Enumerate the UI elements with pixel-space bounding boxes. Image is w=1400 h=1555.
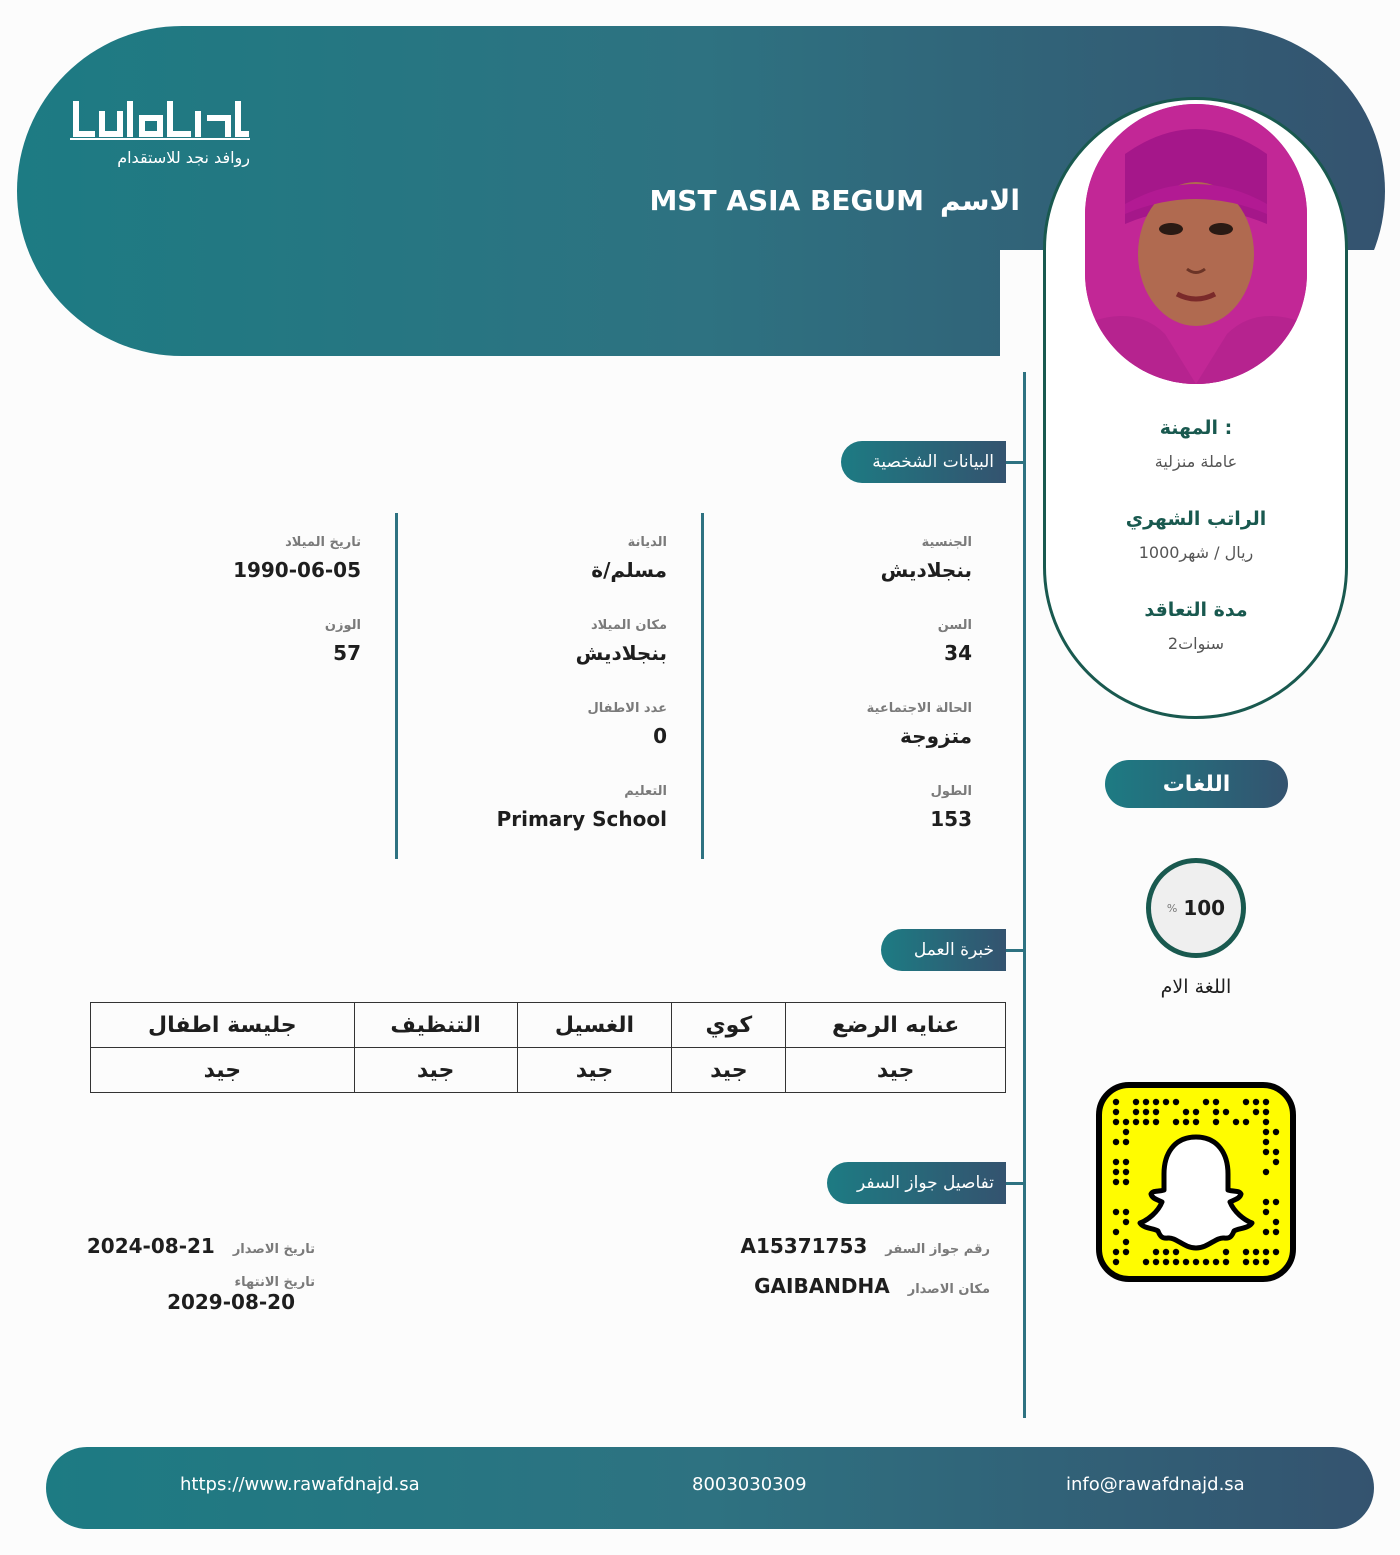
snapcode-dot — [1123, 1239, 1129, 1245]
field-value: بنجلاديش — [575, 641, 667, 665]
footer-website-link[interactable]: https://www.rawafdnajd.sa — [180, 1474, 420, 1495]
snapcode-dot — [1263, 1119, 1269, 1125]
snapcode-dot — [1193, 1109, 1199, 1115]
contract-value: 2سنوات — [1167, 634, 1225, 653]
snapcode-dot — [1173, 1259, 1179, 1265]
footer-phone[interactable]: 8003030309 — [692, 1474, 807, 1495]
snapcode-dot — [1113, 1229, 1119, 1235]
column-divider — [395, 513, 398, 859]
snapcode-dot — [1133, 1099, 1139, 1105]
snapcode-dot — [1273, 1129, 1279, 1135]
field-value: متزوجة — [900, 724, 972, 748]
snapcode-dot — [1123, 1159, 1129, 1165]
skill-level: جيد — [354, 1048, 517, 1093]
snapcode-dot — [1253, 1109, 1259, 1115]
snapcode-dot — [1263, 1129, 1269, 1135]
skill-header: جليسة اطفال — [91, 1003, 355, 1048]
snapcode-dot — [1263, 1259, 1269, 1265]
field-value: 2024-08-21 — [86, 1234, 215, 1258]
snapcode-dot — [1213, 1259, 1219, 1265]
name-row — [600, 178, 1020, 222]
field-value: بنجلاديش — [880, 558, 972, 582]
snapcode-dot — [1263, 1139, 1269, 1145]
field-value: 153 — [930, 807, 972, 831]
field-label: تاريخ الاصدار — [232, 1242, 315, 1257]
section-connector — [1006, 949, 1024, 952]
company-logo — [70, 96, 250, 176]
passport-expiry-date — [167, 1275, 315, 1314]
snapcode-dot — [1123, 1129, 1129, 1135]
footer-email-link[interactable]: info@rawafdnajd.sa — [1066, 1474, 1245, 1495]
snapcode-dot — [1193, 1119, 1199, 1125]
snapcode-dot — [1113, 1139, 1119, 1145]
profession-value: عاملة منزلية — [1154, 452, 1238, 471]
snapcode-dot — [1203, 1259, 1209, 1265]
snapcode-dot — [1173, 1249, 1179, 1255]
field-height — [930, 784, 972, 831]
section-connector — [1006, 1182, 1024, 1185]
snapcode-dot — [1123, 1179, 1129, 1185]
field-label: الطول — [930, 784, 972, 799]
field-label: مكان الميلاد — [590, 618, 667, 633]
snapcode-dot — [1153, 1109, 1159, 1115]
snapcode-dot — [1263, 1229, 1269, 1235]
snapcode-dot — [1223, 1109, 1229, 1115]
field-label: عدد الاطفال — [587, 701, 667, 716]
snapcode-dot — [1223, 1259, 1229, 1265]
passport-number — [740, 1234, 990, 1258]
snapcode-dot — [1263, 1169, 1269, 1175]
snapcode-dot — [1273, 1219, 1279, 1225]
snapcode-dot — [1253, 1259, 1259, 1265]
language-percent: 100 — [1183, 896, 1226, 920]
snapcode-dot — [1133, 1109, 1139, 1115]
snapcode-dot — [1123, 1169, 1129, 1175]
field-weight — [325, 618, 361, 665]
skill-level: جيد — [517, 1048, 672, 1093]
field-label: الجنسية — [921, 535, 972, 550]
portrait-icon — [1085, 104, 1307, 384]
logo-mark-icon — [70, 96, 250, 144]
snapcode-dot — [1123, 1249, 1129, 1255]
field-label: الديانة — [627, 535, 667, 550]
snapcode-dot — [1113, 1259, 1119, 1265]
field-label: تاريخ الانتهاء — [234, 1275, 315, 1290]
language-proficiency-circle — [1146, 858, 1246, 958]
snapcode-dot — [1173, 1099, 1179, 1105]
snapcode-dot — [1173, 1119, 1179, 1125]
name-label: الاسم — [940, 183, 1020, 217]
field-label: تاريخ الميلاد — [285, 535, 361, 550]
worker-photo — [1085, 104, 1307, 384]
snapcode-dot — [1213, 1109, 1219, 1115]
section-passport-details: تفاصيل جواز السفر — [827, 1162, 1006, 1204]
skills-header-row — [91, 1003, 1006, 1048]
field-birthplace — [576, 618, 667, 665]
snapcode-dot — [1113, 1179, 1119, 1185]
field-label: رقم جواز السفر — [885, 1242, 990, 1257]
snapcode-dot — [1273, 1199, 1279, 1205]
field-value: 1990-06-05 — [233, 558, 361, 582]
skill-header: التنظيف — [354, 1003, 517, 1048]
skills-level-row — [91, 1048, 1006, 1093]
snapchat-code[interactable] — [1096, 1082, 1296, 1282]
section-work-experience: خبرة العمل — [881, 929, 1006, 971]
snapcode-dot — [1243, 1249, 1249, 1255]
field-value: 34 — [944, 641, 972, 665]
timeline-line — [1023, 372, 1026, 1418]
snapcode-dot — [1243, 1259, 1249, 1265]
snapcode-dot — [1123, 1209, 1129, 1215]
snapcode-dot — [1113, 1209, 1119, 1215]
field-children — [588, 701, 668, 748]
skill-header: الغسيل — [517, 1003, 672, 1048]
snapcode-dot — [1263, 1149, 1269, 1155]
skill-level: جيد — [786, 1048, 1006, 1093]
skill-header: عنايه الرضع — [786, 1003, 1006, 1048]
snapcode-dot — [1143, 1119, 1149, 1125]
snapcode-dot — [1263, 1099, 1269, 1105]
logo-subtitle: روافد نجد للاستقدام — [117, 148, 250, 167]
snapcode-dot — [1263, 1109, 1269, 1115]
section-connector — [1006, 461, 1024, 464]
snapcode-dot — [1253, 1099, 1259, 1105]
field-nationality — [881, 535, 972, 582]
snapcode-dot — [1113, 1109, 1119, 1115]
snapcode-dot — [1183, 1109, 1189, 1115]
field-value: GAIBANDHA — [754, 1274, 890, 1298]
snapcode-dot — [1163, 1249, 1169, 1255]
passport-issue-place — [754, 1274, 990, 1298]
section-personal-data: البيانات الشخصية — [841, 441, 1006, 483]
field-religion — [591, 535, 667, 582]
snapcode-dot — [1253, 1249, 1259, 1255]
snapcode-dot — [1143, 1099, 1149, 1105]
contract-label: مدة التعاقد — [1144, 599, 1248, 621]
snapcode-dot — [1263, 1249, 1269, 1255]
snapcode-dot — [1133, 1119, 1139, 1125]
percent-unit: % — [1166, 901, 1178, 915]
snapcode-dot — [1263, 1209, 1269, 1215]
field-label: التعليم — [624, 784, 667, 799]
snapcode-dot — [1113, 1169, 1119, 1175]
field-birthdate — [233, 535, 361, 582]
snapcode-dot — [1153, 1249, 1159, 1255]
snapcode-dot — [1213, 1099, 1219, 1105]
column-divider — [701, 513, 704, 859]
snapcode-dot — [1163, 1259, 1169, 1265]
field-label: السن — [937, 618, 972, 633]
skill-level: جيد — [91, 1048, 355, 1093]
field-age — [938, 618, 972, 665]
field-value: 57 — [333, 641, 361, 665]
field-value: Primary School — [496, 807, 667, 831]
snapcode-dot — [1123, 1219, 1129, 1225]
snapcode-dot — [1113, 1159, 1119, 1165]
snapcode-dot — [1143, 1109, 1149, 1115]
field-label: الحالة الاجتماعية — [866, 701, 972, 716]
snapcode-dot — [1223, 1249, 1229, 1255]
snapcode-dot — [1143, 1259, 1149, 1265]
snapcode-dot — [1243, 1119, 1249, 1125]
skill-level: جيد — [672, 1048, 786, 1093]
snapcode-dot — [1113, 1249, 1119, 1255]
languages-title: اللغات — [1105, 760, 1288, 808]
field-value: 2029-08-20 — [167, 1290, 295, 1314]
field-label: الوزن — [324, 618, 361, 633]
snapcode-dot — [1233, 1119, 1239, 1125]
snapcode-dot — [1123, 1119, 1129, 1125]
field-marital-status — [867, 701, 972, 748]
snapcode-dot — [1183, 1119, 1189, 1125]
field-value: 0 — [653, 724, 667, 748]
snapchat-ghost-icon — [1096, 1082, 1296, 1282]
snapcode-dot — [1113, 1099, 1119, 1105]
skills-table — [90, 1002, 1006, 1093]
skill-header: كوي — [672, 1003, 786, 1048]
profession-label: المهنة : — [1159, 417, 1233, 439]
snapcode-dot — [1243, 1099, 1249, 1105]
snapcode-dot — [1183, 1259, 1189, 1265]
snapcode-dot — [1213, 1119, 1219, 1125]
snapcode-dot — [1263, 1199, 1269, 1205]
salary-value: 1000ريال / شهر — [1138, 543, 1254, 562]
snapcode-dot — [1123, 1139, 1129, 1145]
salary-label: الراتب الشهري — [1125, 508, 1267, 530]
field-value: A15371753 — [740, 1234, 868, 1258]
snapcode-dot — [1153, 1119, 1159, 1125]
snapcode-dot — [1273, 1229, 1279, 1235]
snapcode-dot — [1193, 1259, 1199, 1265]
snapcode-dot — [1273, 1249, 1279, 1255]
language-name: اللغة الام — [1160, 976, 1232, 998]
field-value: مسلم/ة — [591, 558, 667, 582]
snapcode-dot — [1273, 1149, 1279, 1155]
snapcode-dot — [1273, 1159, 1279, 1165]
snapcode-dot — [1153, 1099, 1159, 1105]
field-label: مكان الاصدار — [907, 1282, 990, 1297]
snapcode-dot — [1203, 1099, 1209, 1105]
worker-name: MST ASIA BEGUM — [649, 183, 925, 217]
snapcode-dot — [1113, 1119, 1119, 1125]
snapcode-dot — [1163, 1099, 1169, 1105]
snapcode-dot — [1153, 1259, 1159, 1265]
field-education — [497, 784, 667, 831]
passport-issue-date — [87, 1234, 315, 1258]
